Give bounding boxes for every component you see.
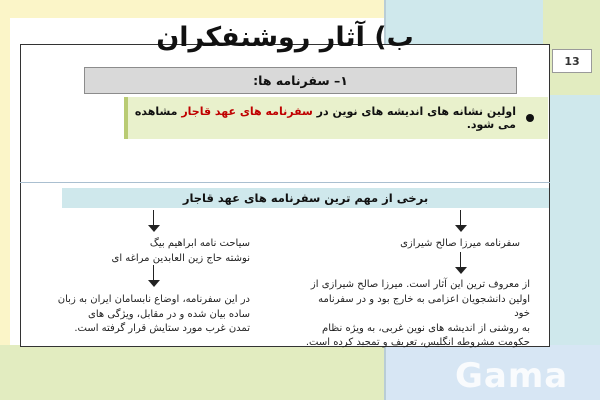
arrow-down-icon (455, 252, 467, 274)
description-line: در این سفرنامه، اوضاع نابسامان ایران به زبان (57, 294, 250, 305)
section-heading: ۱– سفرنامه ها: (84, 67, 517, 94)
label-line: سیاحت نامه ابراهیم بیگ (149, 238, 250, 249)
page-number: 13 (552, 49, 592, 73)
background-panel-left (0, 0, 10, 400)
arrow-down-icon (148, 210, 160, 232)
subheading: برخی از مهم ترین سفرنامه های عهد قاجار (62, 188, 549, 208)
left-column-label (50, 236, 250, 266)
description-line: به روشنی از اندیشه های نوین غربی، به ویژه نظام (322, 322, 530, 334)
bullet-text (128, 105, 516, 131)
left-column-description (40, 293, 250, 337)
right-column-description (300, 278, 530, 351)
description-line: تمدن غرب مورد ستایش قرار گرفته است. (74, 323, 250, 334)
arrow-down-icon (455, 210, 467, 232)
label-line: نوشته حاج زین العابدین مراغه ای (111, 253, 250, 264)
bullet-highlight: سفرنامه های عهد قاجار (181, 105, 313, 118)
background-panel-bottom-left (0, 345, 385, 400)
description-line: حکومت مشروطه انگلیس، تعریف و تمجید کرده است. (305, 337, 530, 348)
arrow-down-icon (148, 265, 160, 287)
bullet-text-before: اولین نشانه های اندیشه های نوین در (312, 105, 516, 118)
description-line: اولین دانشجویان اعزامی به خارج بود و در سفرنامه خود (318, 293, 530, 319)
description-line: از معروف ترین این آثار است. میرزا صالح شیرازی از (310, 279, 530, 290)
watermark-logo: Gama (455, 356, 569, 396)
bullet-text-after: مشاهده می شود. (134, 105, 516, 131)
divider-line (20, 182, 550, 183)
description-line: ساده بیان شده و در مقابل، ویژگی های (88, 308, 250, 320)
slide-title: ب) آثار روشنفکران (156, 22, 414, 53)
bullet-callout (124, 97, 548, 139)
right-column-label: سفرنامه میرزا صالح شیرازی (400, 238, 520, 249)
bullet-icon (526, 114, 534, 122)
